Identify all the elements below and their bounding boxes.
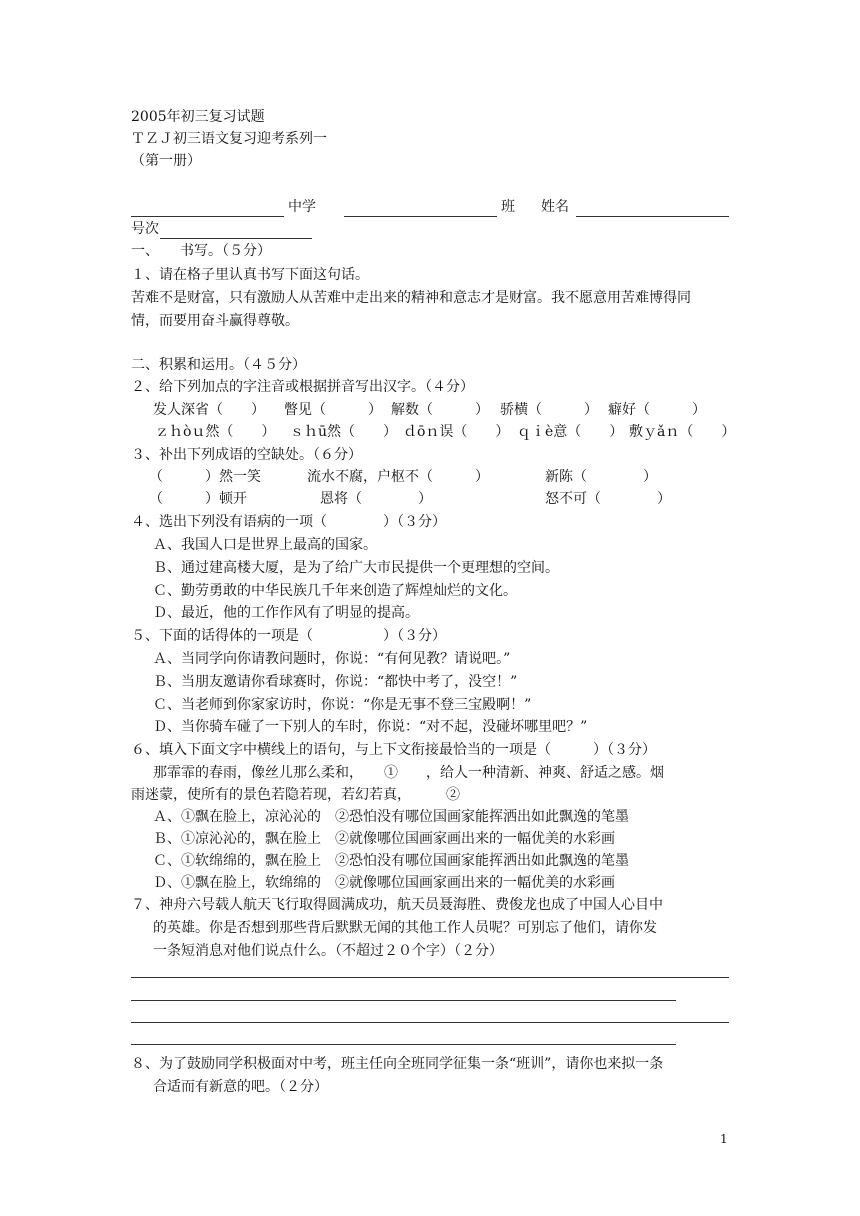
page-number: 1 [720,1132,728,1146]
question-7-line-2: 的英雄。你是否想到那些背后默默无闻的其他工作人员呢？可别忘了他们，请你发 [153,920,657,936]
class-blank[interactable] [344,216,497,217]
q3-item: 恩将（ ） [320,491,432,507]
q6-option: Ａ、①飘在脸上，凉沁沁的 ②恐怕没有哪位国画家能挥洒出如此飘逸的笔墨 [153,809,629,825]
q2-item: ｓｈū然（ ） [290,424,398,440]
series-title: ＴＺＪ初三语文复习迎考系列一 [131,131,327,147]
q3-item: 新陈（ ） [545,469,657,485]
q2-item: 癖好（ ） [608,402,706,418]
q6-passage-line-1: 那霏霏的春雨，像丝儿那么柔和， ① ，给人一种清新、神爽、舒适之感。烟 [153,765,664,781]
answer-line[interactable] [131,1044,676,1045]
q3-item: （ ）然一笑 [149,469,261,485]
q3-item: 怒不可（ ） [545,491,671,507]
question-1: １、请在格子里认真书写下面这句话。 [131,267,369,283]
q2-item: ｚｈòｕ然（ ） [155,424,276,440]
q5-option: Ｃ、当老师到你家家访时，你说：“你是无事不登三宝殿啊！” [153,697,532,713]
q6-option: Ｄ、①飘在脸上，软绵绵的 ②就像哪位国画家画出来的一幅优美的水彩画 [153,875,615,891]
exam-title: 2005年初三复习试题 [131,109,265,125]
answer-line[interactable] [131,1022,729,1023]
question-7-line-1: ７、神舟六号载人航天飞行取得圆满成功，航天员聂海胜、费俊龙也成了中国人心目中 [131,897,663,913]
q2-item: ｄōｎ误（ ） [403,424,510,440]
q4-option: Ｄ、最近，他的工作作风有了明显的提高。 [153,605,419,621]
school-blank[interactable] [131,216,284,217]
question-4-stem: ４、选出下列没有语病的一项（ ）（３分） [131,514,446,530]
q6-option: Ｃ、①软绵绵的，飘在脸上 ②恐怕没有哪位国画家能挥洒出如此飘逸的笔墨 [153,853,629,869]
q2-item: 瞥见（ ） [284,402,382,418]
name-label: 姓名 [541,199,569,215]
q2-item: 解数（ ） [391,402,489,418]
q2-item: 发人深省（ ） [153,402,265,418]
question-2-stem: ２、给下列加点的字注音或根据拼音写出汉字。（４分） [131,379,474,395]
question-7-line-3: 一条短消息对他们说点什么。（不超过２０个字）（２分） [153,943,503,959]
q4-option: Ｂ、通过建高楼大厦，是为了给广大市民提供一个更理想的空间。 [153,560,559,576]
question-8-line-2: 合适而有新意的吧。（２分） [153,1079,328,1095]
name-blank[interactable] [576,216,729,217]
question-8-line-1: ８、为了鼓励同学积极面对中考，班主任向全班同学征集一条“班训”，请你也来拟一条 [131,1056,664,1072]
q5-option: Ｄ、当你骑车碰了一下别人的车时，你说：“对不起，没碰坏哪里吧？” [153,719,588,735]
number-label: 号次 [131,221,159,237]
q2-item: ｑｉè意（ ） [517,424,624,440]
q5-option: Ａ、当同学向你请教问题时，你说：“有何见教？请说吧。” [153,651,511,667]
q2-item: 敷ｙǎｎ（ ） [629,424,736,440]
q6-option: Ｂ、①凉沁沁的，飘在脸上 ②就像哪位国画家画出来的一幅优美的水彩画 [153,831,615,847]
q3-item: （ ）顿开 [149,491,247,507]
q6-passage-line-2: 雨迷蒙，使所有的景色若隐若现，若幻若真， ② [131,787,460,803]
section-1-title: 一、 书写。（５分） [131,243,271,259]
volume-label: （第一册） [131,153,201,169]
question-3-stem: ３、补出下列成语的空缺处。（６分） [131,447,362,463]
section-2-title: 二、积累和运用。（４５分） [131,357,306,373]
class-label: 班 [501,199,515,215]
question-5-stem: ５、下面的话得体的一项是（ ）（３分） [131,628,446,644]
copy-text-line-2: 情，而要用奋斗赢得尊敬。 [131,313,299,329]
q2-item: 骄横（ ） [500,402,598,418]
number-blank[interactable] [160,238,312,239]
answer-line[interactable] [131,977,729,978]
q5-option: Ｂ、当朋友邀请你看球赛时，你说：“都快中考了，没空！” [153,674,518,690]
copy-text-line-1: 苦难不是财富，只有激励人从苦难中走出来的精神和意志才是财富。我不愿意用苦难博得同 [131,290,691,306]
q4-option: Ａ、我国人口是世界上最高的国家。 [153,537,377,553]
school-label: 中学 [288,199,316,215]
q4-option: Ｃ、勤劳勇敢的中华民族几千年来创造了辉煌灿烂的文化。 [153,583,517,599]
question-6-stem: ６、填入下面文字中横线上的语句，与上下文衔接最恰当的一项是（ ）（３分） [131,742,656,758]
answer-line[interactable] [131,1000,676,1001]
q3-item: 流水不腐，户枢不（ ） [307,469,489,485]
